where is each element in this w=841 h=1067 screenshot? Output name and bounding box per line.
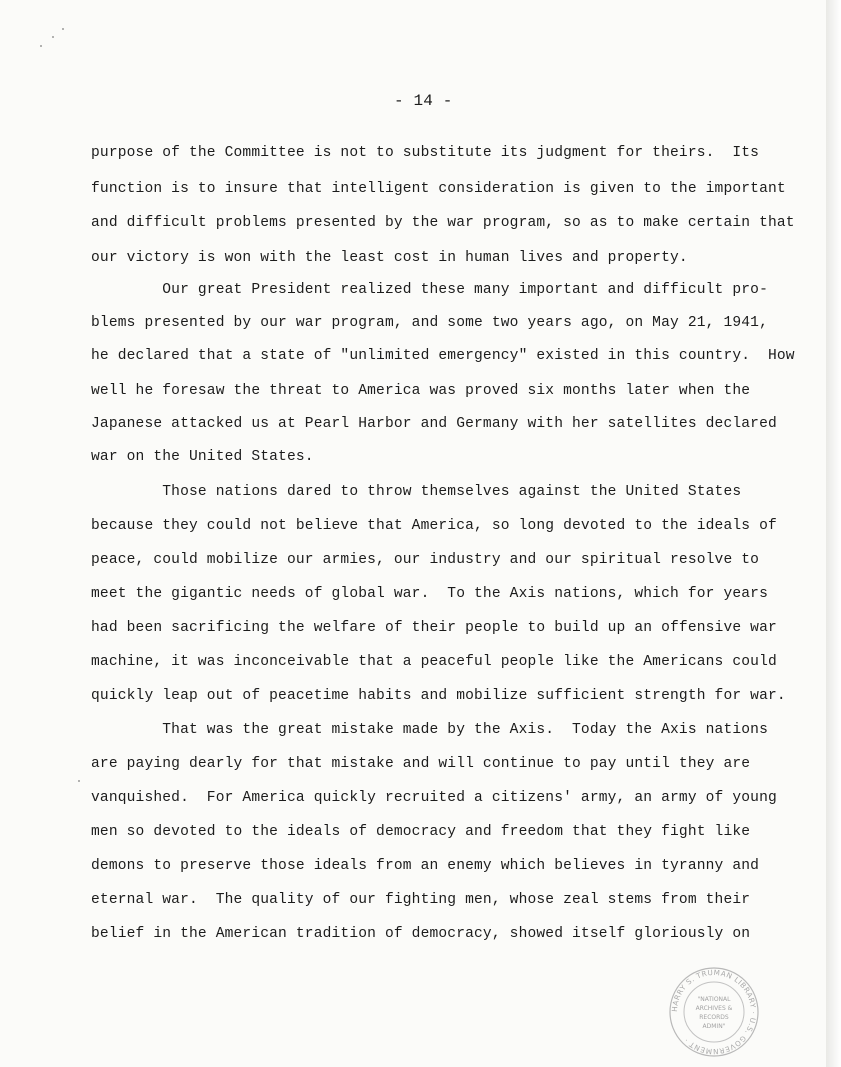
text-line: function is to insure that intelligent consideration is given to the important bbox=[91, 181, 786, 197]
text-line: Our great President realized these many important and difficult pro- bbox=[91, 282, 768, 298]
stamp-inner-line: ADMIN" bbox=[702, 1023, 726, 1030]
page-edge-margin bbox=[826, 0, 841, 1067]
scan-speck bbox=[52, 36, 54, 38]
text-line: war on the United States. bbox=[91, 449, 314, 465]
stamp-outer-text: HARRY S. TRUMAN LIBRARY · U.S. GOVERNMENT · bbox=[669, 967, 759, 1057]
text-line: meet the gigantic needs of global war. To the Axis nations, which for years bbox=[91, 586, 768, 602]
text-line: our victory is won with the least cost in human lives and property. bbox=[91, 250, 688, 266]
text-line: eternal war. The quality of our fighting men, whose zeal stems from their bbox=[91, 892, 751, 908]
text-line: men so devoted to the ideals of democracy and freedom that they fight like bbox=[91, 824, 751, 840]
text-line: blems presented by our war program, and some two years ago, on May 21, 1941, bbox=[91, 315, 768, 331]
text-line: purpose of the Committee is not to substitute its judgment for theirs. Its bbox=[91, 145, 760, 161]
text-line: and difficult problems presented by the war program, so as to make certain that bbox=[91, 215, 795, 231]
text-line: Those nations dared to throw themselves against the United States bbox=[91, 484, 742, 500]
stamp-inner-line: "NATIONAL bbox=[697, 996, 731, 1003]
scan-speck bbox=[78, 780, 80, 782]
text-line: quickly leap out of peacetime habits and mobilize sufficient strength for war. bbox=[91, 688, 786, 704]
scan-speck bbox=[62, 28, 64, 30]
text-line: had been sacrificing the welfare of their people to build up an offensive war bbox=[91, 620, 777, 636]
page-number: - 14 - bbox=[394, 92, 453, 110]
text-line: Japanese attacked us at Pearl Harbor and Germany with her satellites declared bbox=[91, 416, 777, 432]
archive-stamp-seal bbox=[668, 966, 760, 1058]
text-line: machine, it was inconceivable that a peaceful people like the Americans could bbox=[91, 654, 777, 670]
text-line: he declared that a state of "unlimited emergency" existed in this country. How bbox=[91, 348, 795, 364]
text-line: because they could not believe that America, so long devoted to the ideals of bbox=[91, 518, 777, 534]
text-line: That was the great mistake made by the Axis. Today the Axis nations bbox=[91, 722, 768, 738]
stamp-inner-line: ARCHIVES & bbox=[695, 1005, 733, 1012]
stamp-inner-line: RECORDS bbox=[699, 1014, 729, 1021]
text-line: belief in the American tradition of democracy, showed itself gloriously on bbox=[91, 926, 751, 942]
text-line: vanquished. For America quickly recruited a citizens' army, an army of young bbox=[91, 790, 777, 806]
text-line: demons to preserve those ideals from an enemy which believes in tyranny and bbox=[91, 858, 760, 874]
text-line: peace, could mobilize our armies, our industry and our spiritual resolve to bbox=[91, 552, 760, 568]
text-line: well he foresaw the threat to America was proved six months later when the bbox=[91, 383, 751, 399]
scan-speck bbox=[40, 45, 42, 47]
text-line: are paying dearly for that mistake and will continue to pay until they are bbox=[91, 756, 751, 772]
